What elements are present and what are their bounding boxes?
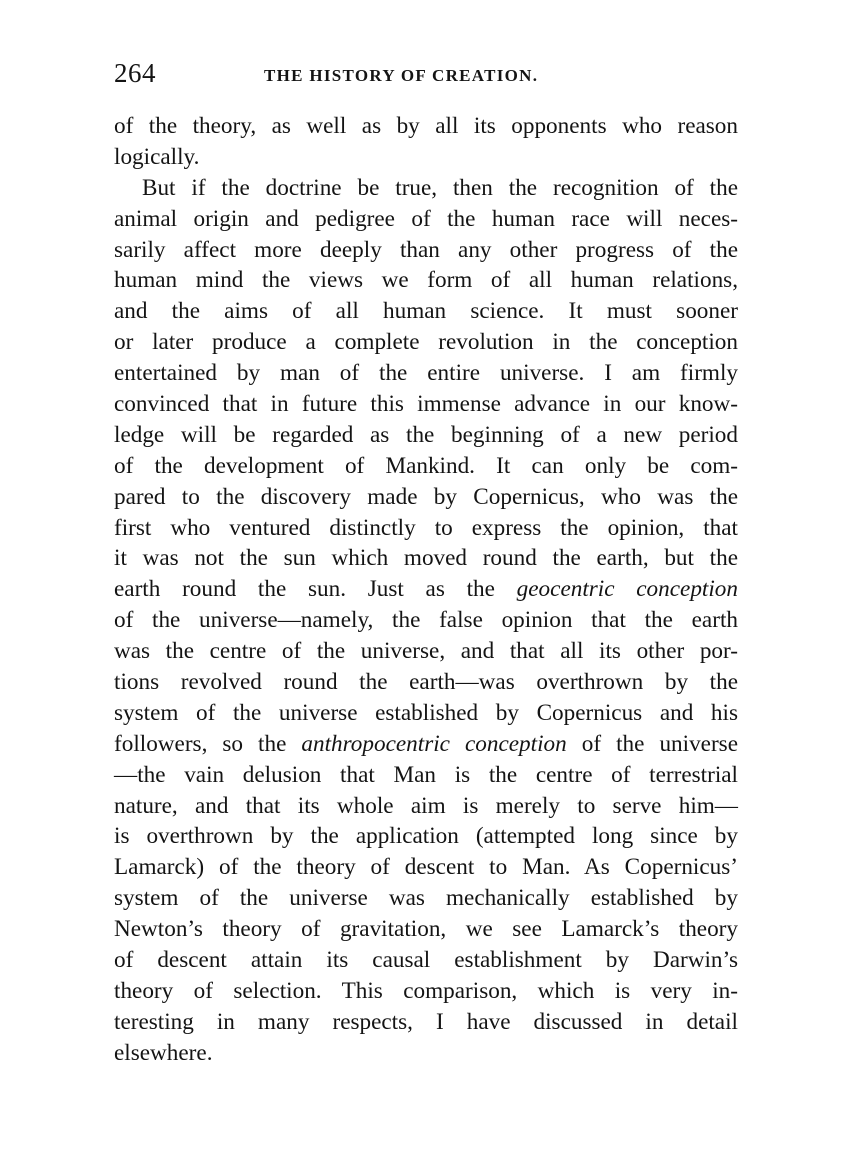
text-line: is overthrown by the application (attempted long since by bbox=[114, 823, 738, 850]
text-segment: followers, so the bbox=[114, 730, 302, 757]
running-head bbox=[114, 58, 738, 92]
paragraph-first-line: But if the doctrine be true, then the recognition of the bbox=[142, 174, 738, 201]
page-number: 264 bbox=[114, 58, 156, 88]
text-line: system of the universe was mechanically established by bbox=[114, 885, 738, 912]
running-title: THE HISTORY OF CREATION. bbox=[264, 66, 539, 85]
text-line: Lamarck) of the theory of descent to Man. As Copernicus’ bbox=[114, 854, 738, 881]
text-line: and the aims of all human science. It must sooner bbox=[114, 298, 738, 325]
text-line: animal origin and pedigree of the human race will neces- bbox=[114, 205, 738, 232]
text-line: convinced that in future this immense advance in our know- bbox=[114, 391, 738, 418]
text-segment: earth round the sun. Just as the bbox=[114, 576, 517, 603]
text-line: of the development of Mankind. It can only be com- bbox=[114, 452, 738, 479]
text-line: it was not the sun which moved round the earth, but the bbox=[114, 545, 738, 572]
text-line: theory of selection. This comparison, which is very in- bbox=[114, 977, 738, 1004]
body-text bbox=[114, 111, 738, 1069]
text-line: of descent attain its causal establishment by Darwin’s bbox=[114, 947, 738, 974]
text-line: human mind the views we form of all human relations, bbox=[114, 267, 738, 294]
text-line: of the theory, as well as by all its opponents who reason bbox=[114, 113, 738, 139]
text-line: Newton’s theory of gravitation, we see Lamarck’s theory bbox=[114, 916, 738, 943]
text-segment: of the universe bbox=[566, 730, 738, 757]
text-line: teresting in many respects, I have discussed in detail bbox=[114, 1008, 738, 1035]
italic-term: anthropocentric conception bbox=[301, 730, 567, 757]
text-line: pared to the discovery made by Copernicus, who was the bbox=[114, 483, 738, 510]
text-line: system of the universe established by Copernicus and his bbox=[114, 699, 738, 726]
text-line: first who ventured distinctly to express the opinion, that bbox=[114, 514, 738, 541]
italic-term: geocentric conception bbox=[516, 576, 738, 603]
text-line bbox=[114, 574, 738, 605]
text-line: ledge will be regarded as the beginning of a new period bbox=[114, 421, 738, 448]
text-line bbox=[114, 729, 738, 760]
text-line: was the centre of the universe, and that all its other por- bbox=[114, 638, 738, 665]
text-line: nature, and that its whole aim is merely to serve him— bbox=[114, 792, 738, 819]
text-line: logically. bbox=[114, 143, 200, 170]
text-line: of the universe—namely, the false opinion that the earth bbox=[114, 607, 738, 634]
text-line: tions revolved round the earth—was overthrown by the bbox=[114, 669, 738, 696]
text-line: entertained by man of the entire universe. I am firmly bbox=[114, 360, 738, 387]
text-line: sarily affect more deeply than any other progress of the bbox=[114, 236, 738, 263]
text-line: —the vain delusion that Man is the centre of terrestrial bbox=[114, 761, 738, 788]
text-line: elsewhere. bbox=[114, 1039, 213, 1066]
text-line: or later produce a complete revolution in the conception bbox=[114, 329, 738, 356]
